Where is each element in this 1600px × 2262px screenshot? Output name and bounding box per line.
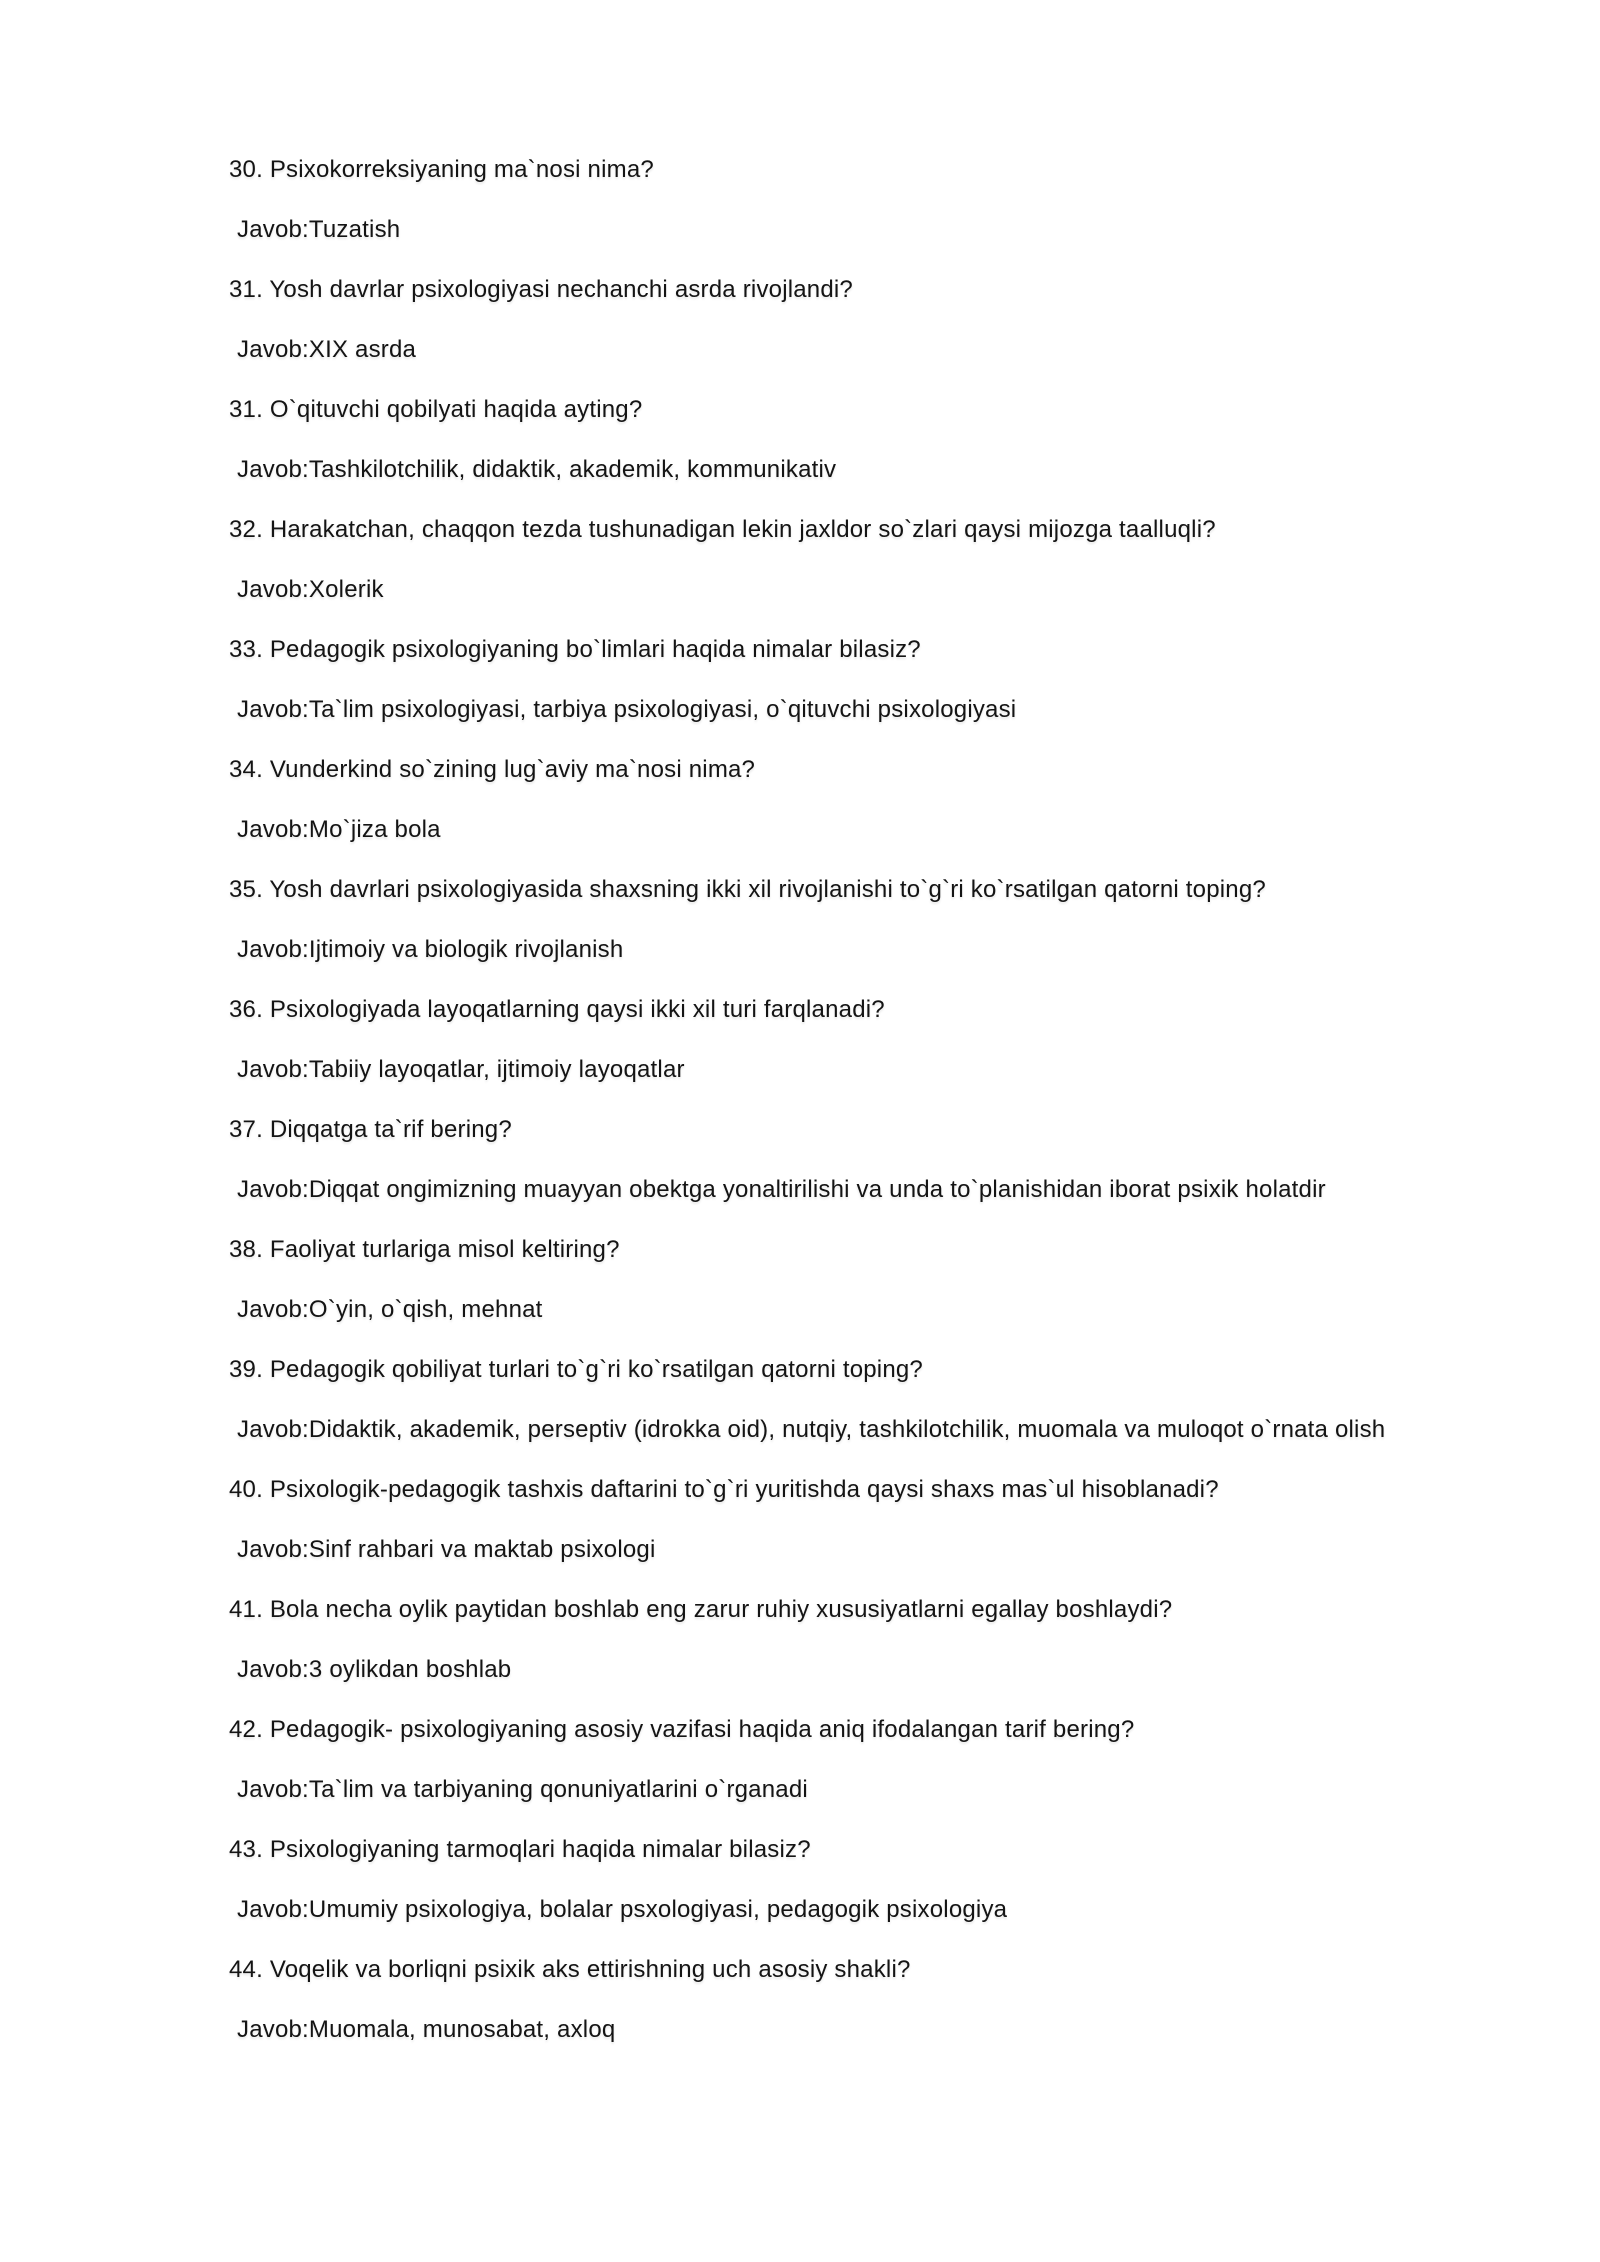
answer-text: Javob:XIX asrda xyxy=(237,336,417,363)
answer-text: Javob:Sinf rahbari va maktab psixologi xyxy=(237,1536,656,1563)
answer-text: Javob:Muomala, munosabat, axloq xyxy=(237,2016,616,2043)
question-text: 41. Bola necha oylik paytidan boshlab eng zarur ruhiy xususiyatlarni egallay boshlaydi? xyxy=(229,1596,1173,1623)
qa-item xyxy=(229,1110,1470,1210)
answer-text: Javob:Tabiiy layoqatlar, ijtimoiy layoqatlar xyxy=(237,1056,685,1083)
question-text: 31. Yosh davrlar psixologiyasi nechanchi asrda rivojlandi? xyxy=(229,276,853,303)
qa-item xyxy=(229,390,1470,490)
answer-text: Javob:Tuzatish xyxy=(237,216,401,243)
qa-item xyxy=(229,510,1470,610)
answer-text: Javob:Umumiy psixologiya, bolalar psxologiyasi, pedagogik psixologiya xyxy=(237,1896,1008,1923)
question-text: 35. Yosh davrlari psixologiyasida shaxsning ikki xil rivojlanishi to`g`ri ko`rsatilgan qatorni toping? xyxy=(229,876,1266,903)
question-text: 39. Pedagogik qobiliyat turlari to`g`ri ko`rsatilgan qatorni toping? xyxy=(229,1356,923,1383)
question-text: 42. Pedagogik- psixologiyaning asosiy vazifasi haqida aniq ifodalangan tarif bering? xyxy=(229,1716,1135,1743)
question-text: 31. O`qituvchi qobilyati haqida ayting? xyxy=(229,396,643,423)
qa-item xyxy=(229,1710,1470,1810)
qa-item xyxy=(229,270,1470,370)
answer-text: Javob:Ta`lim va tarbiyaning qonuniyatlarini o`rganadi xyxy=(237,1776,808,1803)
answer-text: Javob:Diqqat ongimizning muayyan obektga yonaltirilishi va unda to`planishidan iborat psixik holatdir xyxy=(237,1176,1326,1203)
answer-text: Javob:Ijtimoiy va biologik rivojlanish xyxy=(237,936,624,963)
question-text: 33. Pedagogik psixologiyaning bo`limlari haqida nimalar bilasiz? xyxy=(229,636,921,663)
answer-text: Javob:O`yin, o`qish, mehnat xyxy=(237,1296,543,1323)
question-text: 34. Vunderkind so`zining lug`aviy ma`nosi nima? xyxy=(229,756,756,783)
qa-item xyxy=(229,1230,1470,1330)
question-text: 30. Psixokorreksiyaning ma`nosi nima? xyxy=(229,156,654,183)
answer-text: Javob:Didaktik, akademik, perseptiv (idrokka oid), nutqiy, tashkilotchilik, muomala va muloqot o`rnata olish xyxy=(237,1416,1386,1443)
qa-item xyxy=(229,990,1470,1090)
question-text: 43. Psixologiyaning tarmoqlari haqida nimalar bilasiz? xyxy=(229,1836,811,1863)
answer-text: Javob:Ta`lim psixologiyasi, tarbiya psixologiyasi, o`qituvchi psixologiyasi xyxy=(237,696,1017,723)
qa-item xyxy=(229,870,1470,970)
question-text: 32. Harakatchan, chaqqon tezda tushunadigan lekin jaxldor so`zlari qaysi mijozga taalluqli? xyxy=(229,516,1216,543)
qa-item xyxy=(229,750,1470,850)
question-text: 38. Faoliyat turlariga misol keltiring? xyxy=(229,1236,620,1263)
qa-item xyxy=(229,1590,1470,1690)
qa-list xyxy=(229,150,1470,2050)
qa-item xyxy=(229,1950,1470,2050)
qa-item xyxy=(229,1830,1470,1930)
qa-item xyxy=(229,630,1470,730)
question-text: 37. Diqqatga ta`rif bering? xyxy=(229,1116,512,1143)
qa-item xyxy=(229,1470,1470,1570)
question-text: 44. Voqelik va borliqni psixik aks ettirishning uch asosiy shakli? xyxy=(229,1956,911,1983)
answer-text: Javob:Xolerik xyxy=(237,576,384,603)
question-text: 40. Psixologik-pedagogik tashxis daftarini to`g`ri yuritishda qaysi shaxs mas`ul hisoblanadi? xyxy=(229,1476,1219,1503)
answer-text: Javob:Tashkilotchilik, didaktik, akademik, kommunikativ xyxy=(237,456,837,483)
qa-item xyxy=(229,1350,1470,1450)
question-text: 36. Psixologiyada layoqatlarning qaysi ikki xil turi farqlanadi? xyxy=(229,996,885,1023)
answer-text: Javob:Mo`jiza bola xyxy=(237,816,441,843)
answer-text: Javob:3 oylikdan boshlab xyxy=(237,1656,512,1683)
qa-item xyxy=(229,150,1470,250)
